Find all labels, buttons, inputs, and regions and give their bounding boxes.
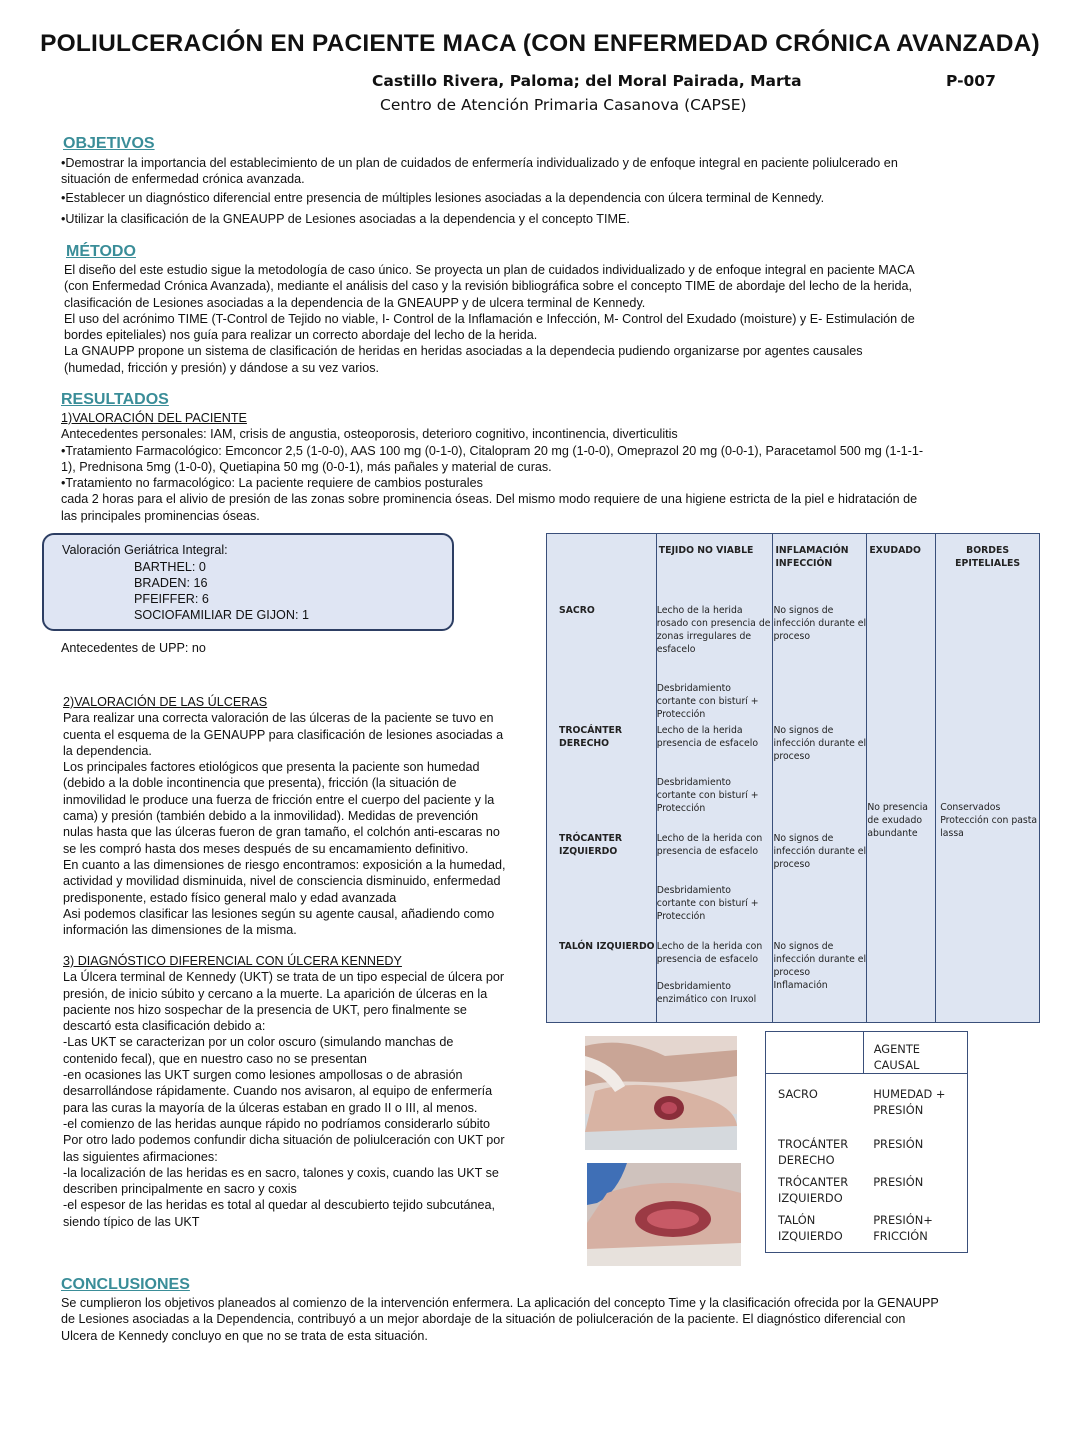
tejido-treatment: Desbridamiento cortante con bisturí + Protección: [656, 683, 759, 720]
diagnostico-line: para las curas la mayoría de la úlceras estaban en grado II o III, al menos.: [63, 1100, 478, 1115]
diagnostico-line: presión, de inicio súbito y cercano a la muerte. La aparición de úlceras en la: [63, 986, 488, 1001]
objetivos-line: •Establecer un diagnóstico diferencial entre presencia de múltiples lesiones asociadas a la dependencia con úlcera terminal de Kennedy.: [61, 190, 825, 205]
ulcer-photo-sacro: [585, 1036, 737, 1150]
valoracion-ulceras-subheading: 2)VALORACIÓN DE LAS ÚLCERAS: [63, 695, 268, 709]
poster-code: P-007: [946, 72, 996, 90]
inflamacion-finding: No signos de infección durante el proceso Inflamación: [773, 940, 867, 1023]
conclusiones-line: Ulcera de Kennedy concluyo en que no se trata de esta situación.: [61, 1328, 428, 1343]
metodo-body: [64, 262, 1024, 376]
inflamacion-finding: No signos de infección durante el proceso: [773, 832, 867, 940]
site-talon-izquierdo: TALÓN IZQUIERDO: [547, 940, 657, 1023]
metodo-line: El uso del acrónimo TIME (T-Control de Tejido no viable, I- Control de la Inflamación e Infección, M- Control del Exudado (moisture) y E- Estimulación de: [64, 311, 915, 326]
diagnostico-line: -la localización de las heridas es en sacro, talones y coxis, cuando las UKT se: [63, 1165, 499, 1180]
diagnostico-line: -Las UKT se caracterizan por un color oscuro (simulando manchas de: [63, 1035, 454, 1050]
ulceras-line: cuenta el esquema de la GENAUPP para clasificación de lesiones asociadas a: [63, 727, 504, 742]
tejido-treatment: Desbridamiento cortante con bisturí + Protección: [656, 777, 759, 814]
braden-score: BRADEN: 16: [134, 576, 208, 590]
ulceras-line: información las dimensiones de la misma.: [63, 923, 297, 938]
tejido-finding: Lecho de la herida con presencia de esfacelo: [656, 833, 763, 857]
diagnostico-line: contenido fecal), que en nuestro caso no se presentan: [63, 1051, 367, 1066]
metodo-line: (con Enfermedad Crónica Avanzada), mediante el análisis del caso y la revisión bibliográfica sobre el concepto TIME de abordaje del lecho de la herida,: [64, 279, 913, 294]
table-corner: [547, 534, 657, 599]
conclusiones-line: Se cumplieron los objetivos planeados al comienzo de la intervención enfermera. La aplicación del concepto Time y la clasificación ofrecida por la GENAUPP: [61, 1296, 939, 1310]
table-cell: [656, 598, 773, 724]
conclusiones-body: [61, 1295, 1031, 1344]
conclusiones-heading: CONCLUSIONES: [61, 1276, 190, 1293]
causal-agent-table: [765, 1031, 968, 1253]
resultados-line: las principales prominencias óseas.: [61, 508, 260, 523]
objetivos-line: situación de enfermedad crónica avanzada.: [61, 172, 305, 187]
valoracion-paciente-subheading: 1)VALORACIÓN DEL PACIENTE: [61, 411, 247, 425]
geriatric-assessment-box: [42, 533, 454, 631]
resultados-line: •Tratamiento no farmacológico: La paciente requiere de cambios posturales: [61, 476, 483, 491]
resultados-line: •Tratamiento Farmacológico: Emconcor 2,5 (1-0-0), AAS 100 mg (0-1-0), Citalopram 20 mg (1-0-0), Omeprazol 20 mg (0-0-1), Paracetamol 500 mg (1-1-1-: [61, 443, 924, 458]
agent-header: AGENTE CAUSAL: [863, 1032, 967, 1074]
diagnostico-line: las siguientes afirmaciones:: [63, 1149, 218, 1164]
agent-value: PRESIÓN: [873, 1174, 924, 1189]
diagnostico-diferencial: [63, 953, 543, 1230]
metodo-line: clasificación de Lesiones asociadas a la dependencia de la GNEAUPP y de ulcera terminal de Kennedy.: [64, 295, 646, 310]
objetivos-body: [61, 155, 1021, 227]
agent-site: TALÓN IZQUIERDO: [778, 1212, 843, 1243]
ulceras-line: Asi podemos clasificar las lesiones según su agente causal, añadiendo como: [63, 906, 495, 921]
inflamacion-finding: No signos de infección durante el proceso: [773, 724, 867, 832]
diagnostico-line: -en ocasiones las UKT surgen como lesiones ampollosas o de abrasión: [63, 1068, 463, 1083]
resultados-heading: RESULTADOS: [61, 391, 169, 408]
table-cell: [656, 832, 773, 940]
metodo-line: El diseño del este estudio sigue la metodología de caso único. Se proyecta un plan de cuidados individualizado y de enfoque integral en paciente MACA: [64, 263, 915, 277]
barthel-score: BARTHEL: 0: [134, 560, 206, 574]
upp-history: Antecedentes de UPP: no: [61, 641, 206, 655]
time-assessment-table: [546, 533, 1040, 1023]
diagnostico-line: desarrollándose rápidamente. Cuando nos avisaron, al equipo de enfermería: [63, 1084, 493, 1099]
agent-value: PRESIÓN: [873, 1136, 924, 1151]
resultados-line: 1), Prednisona 5mg (1-0-0), Quetiapina 50 mg (0-0-1), más pañales y material de curas.: [61, 459, 552, 474]
site-trocanter-izquierdo: TRÓCANTER IZQUIERDO: [547, 832, 657, 940]
agent-site: SACRO: [778, 1087, 818, 1101]
metodo-heading: MÉTODO: [66, 243, 136, 260]
objetivos-heading: OBJETIVOS: [63, 135, 155, 152]
site-trocanter-derecho: TROCÁNTER DERECHO: [547, 724, 657, 832]
agent-site: TROCÁNTER DERECHO: [778, 1136, 849, 1167]
site-sacro: SACRO: [547, 598, 657, 724]
metodo-line: (humedad, fricción y presión) y dándose a su vez varios.: [64, 360, 379, 375]
diagnostico-line: -el espesor de las heridas es total al quedar al descubierto tejido subcutánea,: [63, 1198, 495, 1213]
ulceras-line: En cuanto a las dimensiones de riesgo encontramos: exposición a la humedad,: [63, 857, 506, 872]
ulceras-line: Para realizar una correcta valoración de las úlceras de la paciente se tuvo en: [63, 711, 494, 726]
metodo-line: La GNAUPP propone un sistema de clasificación de heridas en heridas asociadas a la dependecia pudiendo organizarse por agentes causales: [64, 344, 863, 359]
exudado-finding: No presencia de exudado abundante: [867, 598, 936, 1023]
geriatric-heading: Valoración Geriátrica Integral:: [62, 543, 228, 557]
bordes-finding: Conservados Protección con pasta lassa: [940, 802, 1038, 839]
ulceras-line: actividad y movilidad disminuida, nivel de consciencia disminuido, enfermedad: [63, 874, 501, 889]
ulcer-photo-talon: [587, 1163, 741, 1266]
tejido-treatment: Desbridamiento enzimático con Iruxol: [656, 981, 757, 1005]
objetivos-line: •Demostrar la importancia del establecimiento de un plan de cuidados de enfermería individualizado y de enfoque integral en paciente poliulcerado en: [61, 156, 898, 170]
agent-site: TRÓCANTER IZQUIERDO: [778, 1174, 849, 1205]
agent-value: HUMEDAD + PRESIÓN: [873, 1087, 946, 1117]
table-corner: [766, 1032, 864, 1074]
conclusiones-line: de Lesiones asociadas a la Dependencia, contribuyó a un mejor abordaje de la situación de poliulceración de la paciente. El diagnóstico diferencial con: [61, 1312, 906, 1327]
objetivos-line: •Utilizar la clasificación de la GNEAUPP de Lesiones asociadas a la dependencia y el concepto TIME.: [61, 211, 630, 226]
diagnostico-line: Por otro lado podemos confundir dicha situación de poliulceración con UKT por: [63, 1133, 505, 1148]
resultados-body: [61, 410, 1021, 524]
header-exudado: EXUDADO: [867, 534, 936, 599]
resultados-line: Antecedentes personales: IAM, crisis de angustia, osteoporosis, deterioro cognitivo, incontinencia, diverticulitis: [61, 427, 678, 442]
valoracion-ulceras: [63, 694, 543, 938]
agent-value: PRESIÓN+ FRICCIÓN: [873, 1212, 933, 1243]
tejido-treatment: Desbridamiento cortante con bisturí + Protección: [656, 885, 759, 922]
resultados-line: cada 2 horas para el alivio de presión de las zonas sobre prominencia óseas. Del mismo modo requiere de una higiene estricta de la piel e hidratación de: [61, 492, 918, 507]
tejido-finding: Lecho de la herida rosado con presencia de zonas irregulares de esfacelo: [656, 605, 771, 655]
table-cell: [656, 724, 773, 832]
diagnostico-line: paciente nos hizo sospechar de la presencia de UKT, pero finalmente se: [63, 1002, 467, 1017]
ulceras-line: nulas hasta que las úlceras fueron de gran tamaño, el colchón anti-escaras no: [63, 825, 500, 840]
diagnostico-line: descartó esta clasificación debido a:: [63, 1019, 266, 1034]
diagnostico-subheading: 3) DIAGNÓSTICO DIFERENCIAL CON ÚLCERA KENNEDY: [63, 954, 402, 968]
tejido-finding: Lecho de la herida con presencia de esfacelo: [656, 941, 763, 965]
institution: Centro de Atención Primaria Casanova (CAPSE): [380, 96, 747, 114]
diagnostico-line: La Úlcera terminal de Kennedy (UKT) se trata de un tipo especial de úlcera por: [63, 970, 505, 985]
ulceras-line: cama) y presión (también debido a la inmovilidad). Medidas de prevención: [63, 809, 479, 824]
header-inflamacion: INFLAMACIÓN INFECCIÓN: [773, 534, 867, 599]
ulceras-line: la dependencia.: [63, 743, 152, 758]
ulceras-line: inmovilidad le produce una fuerza de fricción entre el cuerpo del paciente y la: [63, 792, 495, 807]
diagnostico-line: -el comienzo de las heridas aunque rápido no podríamos considerarlo súbito: [63, 1116, 491, 1131]
sociofamiliar-score: SOCIOFAMILIAR DE GIJON: 1: [134, 608, 309, 622]
wound-photo-illustration: [587, 1163, 741, 1266]
authors: Castillo Rivera, Paloma; del Moral Pairada, Marta: [372, 72, 802, 90]
ulceras-line: se les compró hasta dos meses después de su encamamiento definitivo.: [63, 841, 469, 856]
table-cell: [656, 940, 773, 1023]
poster-title: POLIULCERACIÓN EN PACIENTE MACA (CON ENFERMEDAD CRÓNICA AVANZADA): [40, 30, 1040, 57]
header-bordes: BORDES EPITELIALES: [955, 545, 1021, 569]
diagnostico-line: siendo típico de las UKT: [63, 1214, 200, 1229]
inflamacion-finding: No signos de infección durante el proceso: [773, 598, 867, 724]
ulceras-line: Los principales factores etiológicos que presenta la paciente son humedad: [63, 760, 480, 775]
header-tejido: TEJIDO NO VIABLE: [656, 534, 773, 599]
ulceras-line: predisponente, estado físico general malo y edad avanzada: [63, 890, 397, 905]
pfeiffer-score: PFEIFFER: 6: [134, 592, 209, 606]
tejido-finding: Lecho de la herida presencia de esfacelo: [656, 725, 759, 749]
diagnostico-line: describen principalmente en sacro y coxis: [63, 1182, 297, 1197]
ulceras-line: (debido a la doble incontinencia que presenta), fricción (la situación de: [63, 776, 457, 791]
wound-photo-illustration: [585, 1036, 737, 1150]
metodo-line: bordes epiteliales) nos guía para realizar un correcto abordaje del lecho de la herida.: [64, 328, 538, 343]
